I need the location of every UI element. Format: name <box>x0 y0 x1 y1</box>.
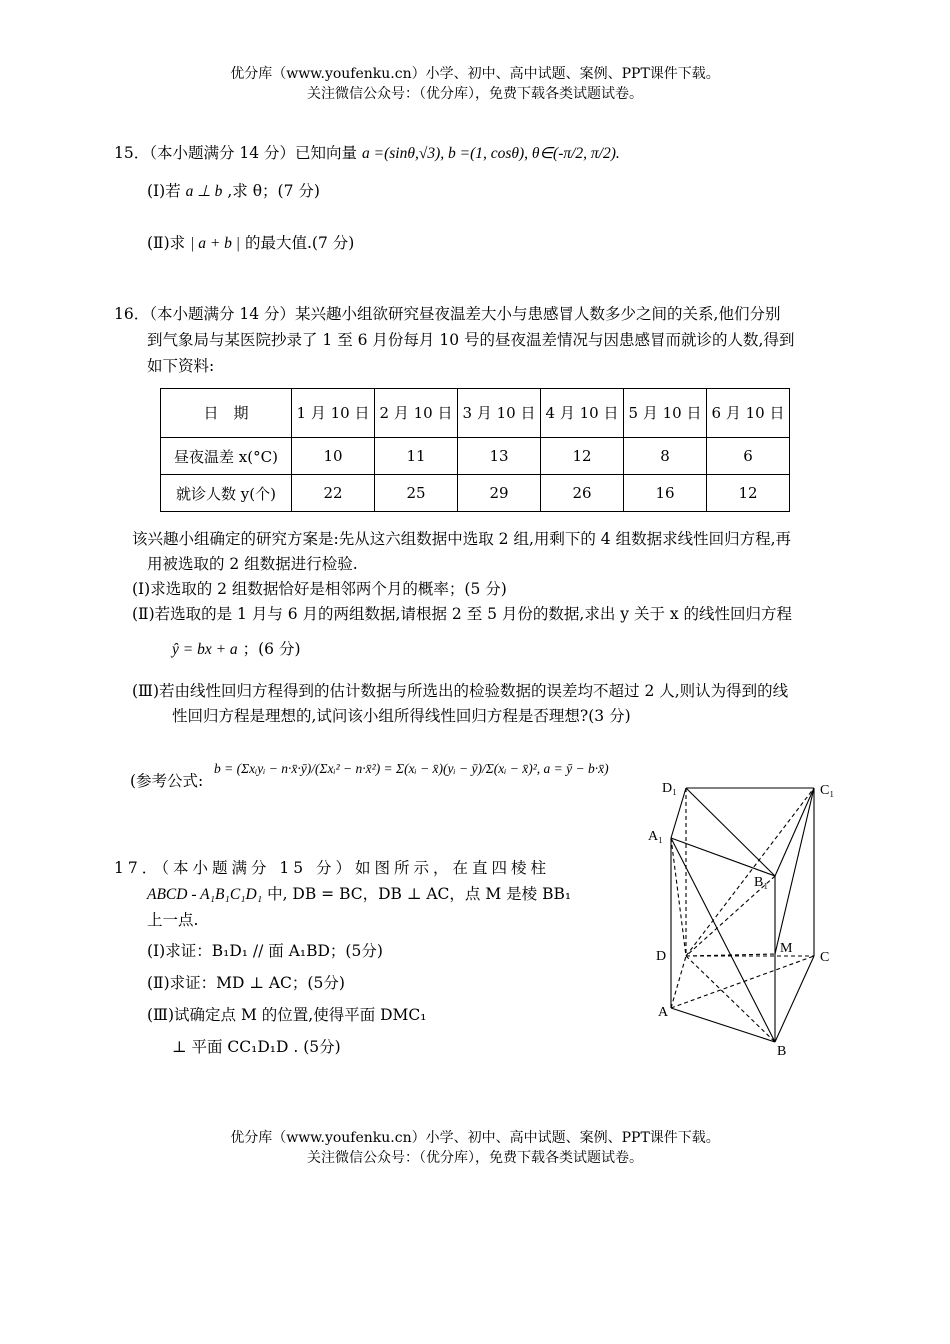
q16-stem-line-1: 16．（本小题满分 14 分）某兴趣小组欲研究昼夜温差大小与患感冒人数多少之间的关系,他们分别 <box>114 305 781 323</box>
q15-part1-math: a ⊥ b <box>185 183 223 200</box>
label-d1: D₁ <box>662 781 677 796</box>
q17-part2: (Ⅱ)求证：MD ⊥ AC；(5分) <box>147 974 345 992</box>
line-a1d <box>671 838 686 956</box>
table-cell: 12 <box>541 438 624 475</box>
label-m: M <box>780 941 793 956</box>
label-c1: C₁ <box>820 783 835 798</box>
table-cell: 16 <box>624 475 707 512</box>
table-cell: 26 <box>541 475 624 512</box>
q16-part3-line-1: (Ⅲ)若由线性回归方程得到的估计数据与所选出的检验数据的误差均不超过 2 人,则认为得到的线 <box>132 682 789 700</box>
prism-figure <box>640 770 850 1060</box>
q17-line-1: 17．（本小题满分 15 分）如图所示，在直四棱柱 <box>114 859 551 877</box>
q16-part3-line-2: 性回归方程是理想的,试问该小组所得线性回归方程是否理想?(3 分) <box>172 707 631 725</box>
label-c: C <box>820 950 830 965</box>
q16-part2-line-1: (Ⅱ)若选取的是 1 月与 6 月的两组数据,请根据 2 至 5 月份的数据,求出 y 关于 x 的线性回归方程 <box>132 605 793 623</box>
q16-part2-score: ；(6 分) <box>242 640 301 658</box>
line-ac <box>671 956 814 1008</box>
q17-line-3: 上一点. <box>147 911 199 929</box>
q17-prism-name: ABCD - A₁B₁C₁D₁ <box>147 886 263 903</box>
q17-part3-line-2: ⊥ 平面 CC₁D₁D . (5分) <box>172 1038 341 1056</box>
q15-part2-label: (Ⅱ)求 <box>147 234 186 252</box>
line-db <box>686 956 775 1042</box>
q15-stem <box>114 142 620 165</box>
table-cell: 10 <box>292 438 375 475</box>
table-cell: 29 <box>458 475 541 512</box>
data-table <box>160 388 790 512</box>
footer-line-1: 优分库（www.youfenku.cn）小学、初中、高中试题、案例、PPT课件下载。 <box>230 1130 720 1146</box>
label-d: D <box>656 949 667 964</box>
table-row-patients <box>161 475 790 512</box>
q15-part2 <box>147 232 354 255</box>
q15-part2-math: | a + b | <box>190 235 241 252</box>
table-date-cell: 5 月 10 日 <box>624 389 707 438</box>
edge-ad <box>671 956 686 1008</box>
table-cell: 11 <box>375 438 458 475</box>
q15-stem-text: 15．（本小题满分 14 分）已知向量 <box>114 144 358 162</box>
q16-plan-line-2: 用被选取的 2 组数据进行检验. <box>147 555 358 573</box>
q15-part1 <box>147 180 320 203</box>
table-cell: 25 <box>375 475 458 512</box>
q16-plan-line-1: 该兴趣小组确定的研究方案是:先从这六组数据中选取 2 组,用剩下的 4 组数据求线性回归方程,再 <box>132 530 792 548</box>
table-header-row <box>161 389 790 438</box>
q16-stem-line-2: 到气象局与某医院抄录了 1 至 6 月份每月 10 号的昼夜温差情况与因患感冒而就诊的人数,得到 <box>147 331 795 349</box>
edge-a1b1 <box>671 838 775 876</box>
table-date-cell: 1 月 10 日 <box>292 389 375 438</box>
q16-part1: (Ⅰ)求选取的 2 组数据恰好是相邻两个月的概率；(5 分) <box>132 580 507 598</box>
q15-formula: a =(sinθ,√3), b =(1, cosθ), θ∈(-π/2, π/2). <box>362 145 620 162</box>
q17-part3-line-1: (Ⅲ)试确定点 M 的位置,使得平面 DMC₁ <box>147 1006 427 1024</box>
line-d1b1 <box>686 788 775 876</box>
table-row-temp-diff <box>161 438 790 475</box>
header-line-1: 优分库（www.youfenku.cn）小学、初中、高中试题、案例、PPT课件下载。 <box>230 66 720 82</box>
q16-ref-formula: b = (Σxᵢyᵢ − n·x̄·ȳ)/(Σxᵢ² − n·x̄²) = Σ(xᵢ − x̄)(yᵢ − ȳ)/Σ(xᵢ − x̄)², a = ȳ − b·x̄) <box>214 761 609 776</box>
label-b: B <box>777 1044 787 1059</box>
footer-line-2: 关注微信公众号：（优分库），免费下载各类试题试卷。 <box>307 1150 643 1166</box>
q16-stem-line-3: 如下资料: <box>147 357 215 375</box>
q16-ref-label: (参考公式: <box>130 772 204 790</box>
table-cell: 13 <box>458 438 541 475</box>
q16-part2-formula-line <box>172 638 301 661</box>
label-b1: B₁ <box>754 875 769 890</box>
table-row-label: 就诊人数 y(个) <box>161 475 292 512</box>
q15-part1-rest: ,求 θ；(7 分) <box>227 182 320 200</box>
q16-regression-formula: ŷ = bx + a <box>172 641 238 658</box>
q17-line-2-rest: 中, DB = BC，DB ⊥ AC，点 M 是棱 BB₁ <box>267 885 572 903</box>
table-date-cell: 4 月 10 日 <box>541 389 624 438</box>
edge-ab <box>671 1008 775 1042</box>
table-date-cell: 2 月 10 日 <box>375 389 458 438</box>
line-a1b <box>671 838 775 1042</box>
table-row-label: 昼夜温差 x(°C) <box>161 438 292 475</box>
table-cell: 12 <box>707 475 790 512</box>
q15-part1-label: (Ⅰ)若 <box>147 182 181 200</box>
edge-bc <box>775 956 814 1042</box>
table-header-label: 日 期 <box>161 389 292 438</box>
table-cell: 22 <box>292 475 375 512</box>
q15-part2-rest: 的最大值.(7 分) <box>245 234 355 252</box>
q17-line-2 <box>147 883 571 906</box>
header-line-2: 关注微信公众号：（优分库），免费下载各类试题试卷。 <box>307 86 643 102</box>
table-date-cell: 3 月 10 日 <box>458 389 541 438</box>
table-cell: 8 <box>624 438 707 475</box>
label-a: A <box>658 1005 669 1020</box>
label-a1: A₁ <box>648 829 663 844</box>
q17-part1: (Ⅰ)求证：B₁D₁ // 面 A₁BD；(5分) <box>147 942 383 960</box>
line-mc1 <box>775 788 814 954</box>
table-cell: 6 <box>707 438 790 475</box>
table-date-cell: 6 月 10 日 <box>707 389 790 438</box>
